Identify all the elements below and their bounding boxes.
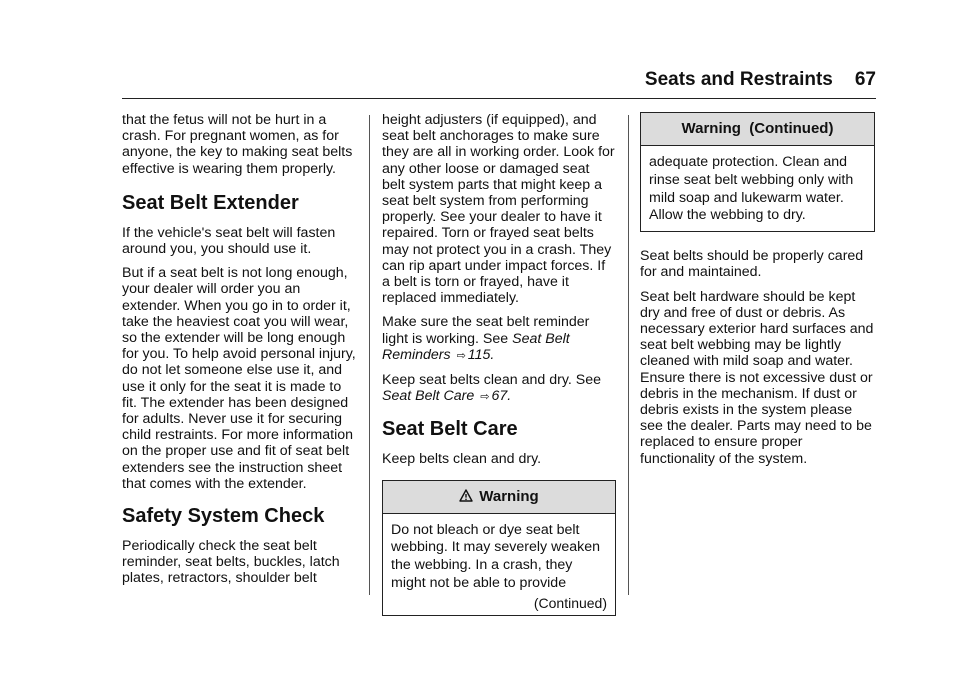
warning-box (382, 480, 616, 616)
care-maintain-paragraph: Seat belts should be properly cared for and maintained. (640, 248, 864, 281)
warning-continued-header: Warning (Continued) (641, 113, 874, 146)
care-page-ref[interactable]: 67 (491, 388, 508, 405)
adjusters-paragraph: height adjusters (if equipped), and seat belt anchorages to make sure they are all in working order. Look for any other loose or damaged seat belt system parts that might keep a seat belt system from performing properly. See your dealer to have it repaired. Torn or frayed seat belts may not protect you in a crash. They can rip apart under impact forces. If a belt is torn or frayed, have it replaced immediately. (382, 112, 615, 307)
seat-belt-care-heading: Seat Belt Care (382, 418, 518, 441)
keep-dry-text: Keep seat belts clean and dry. See (382, 372, 601, 389)
warning-title: Warning (479, 487, 539, 505)
care-period: . (507, 388, 512, 405)
warning-icon (459, 489, 473, 503)
column-divider-2 (628, 115, 629, 595)
warning-header (383, 481, 615, 514)
fetus-paragraph: that the fetus will not be hurt in a crash. For pregnant women, as for anyone, the key to making seat belts effective is wearing them properly. (122, 112, 353, 177)
warning-body (383, 514, 615, 615)
care-paragraph: Keep belts clean and dry. (382, 451, 542, 468)
seat-belt-extender-heading: Seat Belt Extender (122, 191, 299, 214)
column-2 (382, 112, 616, 616)
reminder-text: Make sure the seat belt reminder light is working. See (382, 314, 590, 347)
safety-paragraph: Periodically check the seat belt reminder, seat belts, buckles, latch plates, retractors, shoulder belt (122, 538, 340, 587)
page-number: 67 (854, 69, 876, 90)
column-divider-1 (369, 115, 370, 595)
reminder-paragraph (382, 314, 616, 364)
keep-dry-paragraph (382, 372, 616, 405)
page-header (122, 68, 876, 92)
hardware-paragraph: Seat belt hardware should be kept dry and free of dust or debris. As necessary exterior hard surfaces and seat belt webbing may be lightly cleaned with mild soap and water. Ensure there is not excessive dust or debris in the mechanism. If dust or debris exists in the system please see the dealer. Parts may need to be replaced to ensure proper functionality of the system. (640, 288, 874, 467)
warning-continued: (Continued) (533, 594, 607, 611)
header-rule (122, 98, 876, 99)
extender-paragraph-2: But if a seat belt is not long enough, your dealer will order you an extender. When you go in to order it, take the heaviest coat you will wear, so the extender will be long enough for you. To help avoid personal injury, do not let someone else use it, and use it only for the seat it is made to fit. The extender has been designed for adults. Never use it for securing child restraints. For more information on the proper use and fit of seat belt extenders see the instruction sheet that comes with the extender. (122, 265, 356, 492)
section-title: Seats and Restraints (644, 69, 833, 90)
safety-system-check-heading: Safety System Check (122, 505, 325, 528)
reminder-page-ref[interactable]: 115 (467, 346, 491, 363)
page-ref-arrow-icon: ⇨ (480, 391, 490, 404)
seat-belt-reminders-link[interactable]: Seat Belt Reminders (382, 330, 570, 363)
column-3 (640, 112, 875, 475)
column-1 (122, 112, 358, 595)
seat-belt-care-link[interactable]: Seat Belt Care (382, 388, 475, 405)
page-ref-arrow-icon: ⇨ (456, 349, 466, 362)
warning-text: Do not bleach or dye seat belt webbing. It may severely weaken the webbing. In a crash, they might not be able to provide (391, 521, 600, 592)
warning-continued-box (640, 112, 875, 232)
reminder-period: . (490, 346, 495, 363)
extender-paragraph-1: If the vehicle's seat belt will fasten around you, you should use it. (122, 224, 336, 258)
warning-continued-body: adequate protection. Clean and rinse seat belt webbing only with mild soap and lukewarm water. Allow the webbing to dry. (649, 154, 854, 224)
